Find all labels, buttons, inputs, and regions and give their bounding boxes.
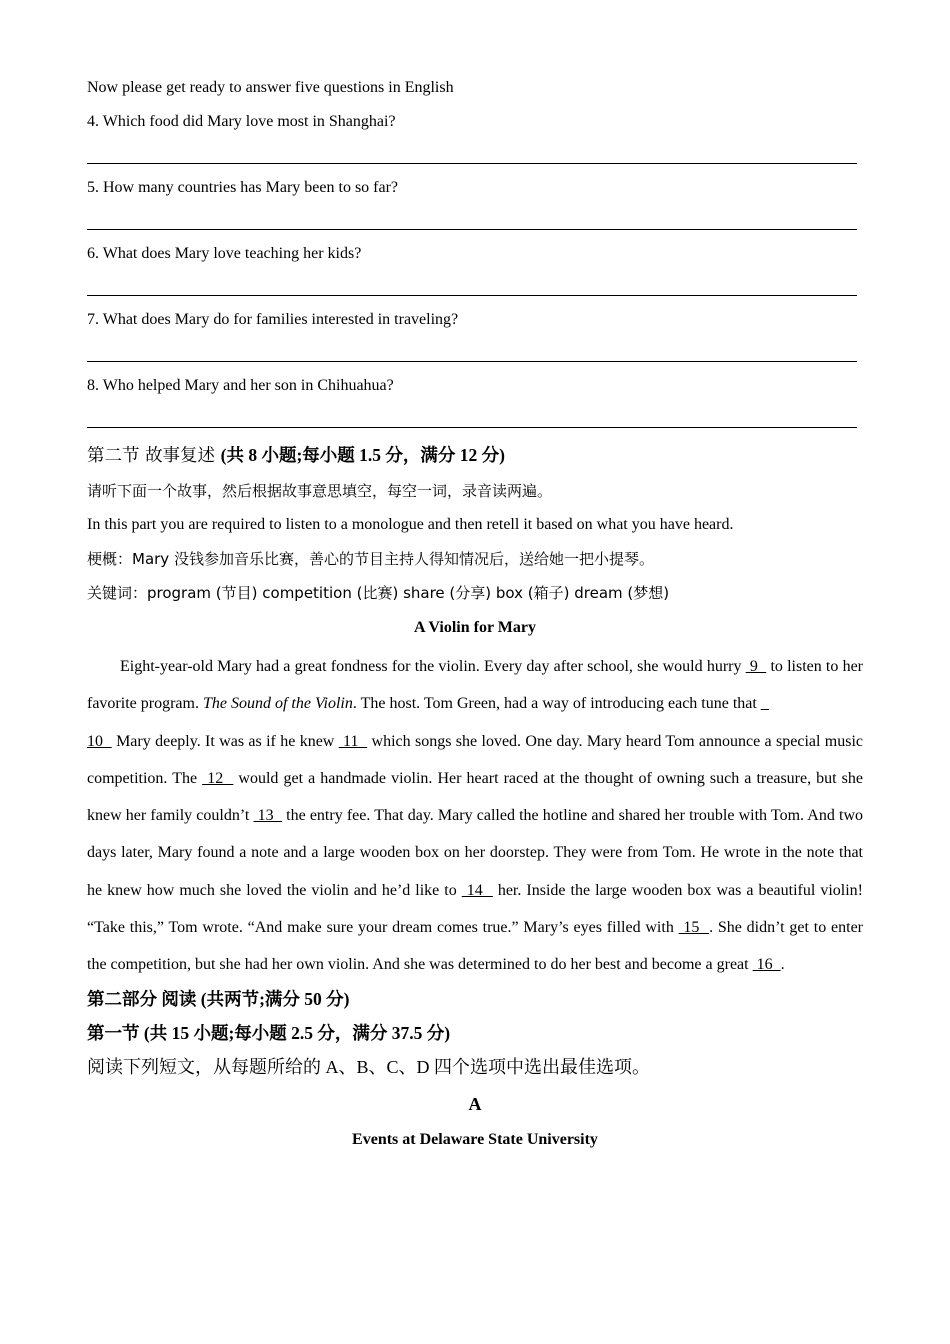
answer-line-4[interactable]	[87, 163, 857, 164]
blank-10[interactable]: _ 10	[87, 695, 769, 750]
question-6: 6. What does Mary love teaching her kids?	[87, 245, 362, 262]
story-text-6: would get a handmade violin. Her heart raced at the thought of owning such a treasure, but she knew her family couldn’t	[87, 769, 864, 825]
story-text-2: to listen to her favorite program.	[87, 658, 864, 713]
story-text-7: the entry fee. That day. Mary called the hotline and shared her trouble with Tom. And two days later, Mary found a note and a large wooden box on her doorstep. They were from Tom. He wrote in the note that he knew how much she loved the violin and he’d like to	[87, 807, 864, 899]
question-4: 4. Which food did Mary love most in Shanghai?	[87, 113, 396, 130]
blank-14[interactable]: 14	[461, 881, 493, 899]
blank-16[interactable]: 16	[752, 956, 781, 974]
document-page	[87, 78, 863, 1150]
story-text-4: Mary deeply. It was as if he knew	[111, 732, 339, 750]
story-text-9: . She didn’t get to enter the competition, but she had her own violin. And she was determined to do her best and become a great	[87, 919, 863, 974]
blank-11[interactable]: 11	[338, 732, 368, 750]
answer-line-7[interactable]	[87, 361, 857, 362]
section2-instruction-en: In this part you are required to listen to a monologue and then retell it based on what you have heard.	[87, 516, 734, 533]
question-8: 8. Who helped Mary and her son in Chihuahua?	[87, 377, 394, 394]
answer-line-5[interactable]	[87, 229, 857, 230]
section2-keywords: 关键词：program (节目) competition (比赛) share (分享) box (箱子) dream (梦想)	[87, 584, 670, 602]
blank-9[interactable]: 9	[745, 658, 767, 675]
blank-12[interactable]: 12	[202, 769, 234, 787]
section2-heading-points: (共 8 小题;每小题 1.5 分，满分 12 分)	[220, 445, 505, 465]
story-title: A Violin for Mary	[414, 619, 536, 636]
question-7: 7. What does Mary do for families interested in traveling?	[87, 311, 459, 328]
program-name: The Sound of the Violin	[202, 695, 353, 713]
passage-label: A	[468, 1093, 482, 1114]
story-text-5: which songs she loved. One day. Mary heard Tom announce a special music competition. The	[87, 732, 864, 787]
part2-heading: 第二部分 阅读 (共两节;满分 50 分)	[87, 988, 350, 1009]
section2-heading-label: 第二节 故事复述	[87, 446, 221, 466]
section2-heading	[87, 444, 863, 467]
part2-section1-heading: 第一节 (共 15 小题;每小题 2.5 分，满分 37.5 分)	[87, 1022, 451, 1043]
answer-line-6[interactable]	[87, 295, 857, 296]
blank-13[interactable]: 13	[253, 807, 282, 825]
section2-summary: 梗概：Mary 没钱参加音乐比赛，善心的节目主持人得知情况后，送给她一把小提琴。	[87, 550, 654, 568]
story-passage	[87, 648, 863, 984]
section2-instruction-cn: 请听下面一个故事，然后根据故事意思填空，每空一词，录音读两遍。	[87, 482, 553, 500]
story-text-1: Eight-year-old Mary had a great fondness for the violin. Every day after school, she would hurry	[120, 658, 746, 675]
story-text-10: .	[780, 956, 785, 974]
story-text-3: . The host. Tom Green, had a way of introducing each tune that	[352, 695, 761, 713]
part2-instruction: 阅读下列短文，从每题所给的 A、B、C、D 四个选项中选出最佳选项。	[87, 1056, 651, 1077]
story-text-8: her. Inside the large wooden box was a beautiful violin! “Take this,” Tom wrote. “And make sure your dream comes true.” Mary’s eyes filled with	[87, 881, 864, 937]
blank-15[interactable]: 15	[678, 919, 710, 937]
intro-line: Now please get ready to answer five questions in English	[87, 79, 454, 96]
question-5: 5. How many countries has Mary been to so far?	[87, 179, 399, 196]
passage-title: Events at Delaware State University	[352, 1130, 598, 1148]
answer-line-8[interactable]	[87, 427, 857, 428]
